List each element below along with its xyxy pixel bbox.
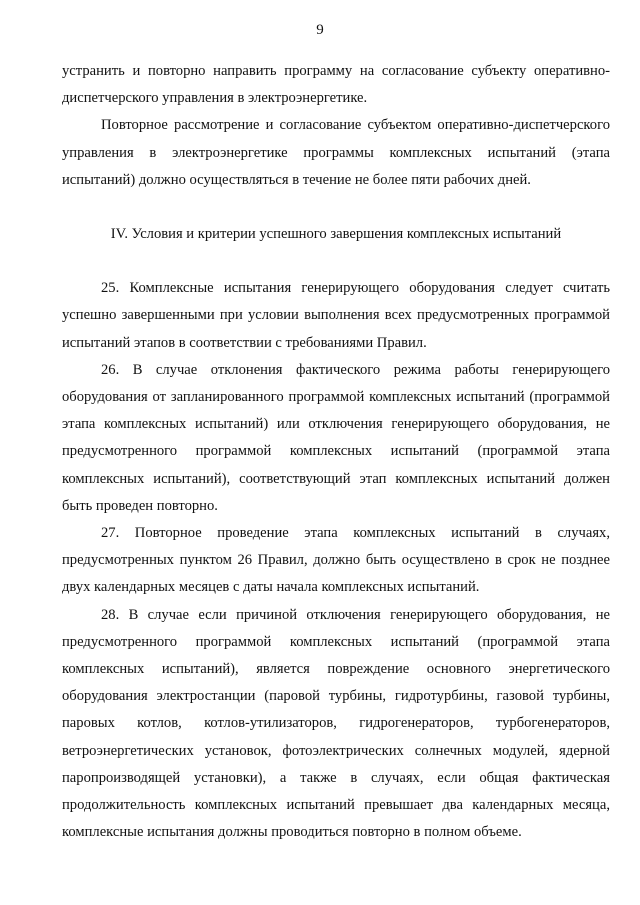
- section-heading: IV. Условия и критерии успешного завершения комплексных испытаний: [110, 226, 562, 243]
- paragraph-27: 27. Повторное проведение этапа комплексных испытаний в случаях, предусмотренных пунктом 26 Правил, должно быть осуществлено в срок не позднее двух календарных месяцев с даты начала комплексных испытаний.: [62, 525, 610, 596]
- paragraph-28: 28. В случае если причиной отключения генерирующего оборудования, не предусмотренного программой комплексных испытаний (программой этапа комплексных испытаний), является повреждение основного энергетического оборудования электростанции (паровой турбины, гидротурбины, газовой турбины, паровых котлов, котлов-утилизаторов, гидрогенераторов, турбогенераторов, ветроэнергетических установок, фотоэлектрических солнечных модулей, ядерной паропроизводящей установки), а также в случаях, если общая фактическая продолжительность комплексных испытаний превышает два календарных месяца, комплексные испытания должны проводиться повторно в полном объеме.: [62, 606, 610, 841]
- paragraph-25: 25. Комплексные испытания генерирующего оборудования следует считать успешно завершенными при условии выполнения всех предусмотренных программой испытаний этапов в соответствии с требованиями Правил.: [62, 280, 610, 351]
- paragraph-continuation: устранить и повторно направить программу на согласование субъекту оперативно-диспетчерского управления в электроэнергетике.: [62, 63, 610, 107]
- paragraph-26: 26. В случае отклонения фактического режима работы генерирующего оборудования от запланированного программой комплексных испытаний (программой этапа комплексных испытаний) или отключения генерирующего оборудования, не предусмотренного программой комплексных испытаний (программой этапа комплексных испытаний), соответствующий этап комплексных испытаний должен быть проведен повторно.: [62, 361, 610, 514]
- document-body: [62, 58, 610, 846]
- page-number: 9: [316, 22, 324, 38]
- paragraph-repeat-review: Повторное рассмотрение и согласование субъектом оперативно-диспетчерского управления в электроэнергетике программы комплексных испытаний (этапа испытаний) должно осуществляться в течение не более пяти рабочих дней.: [62, 117, 610, 188]
